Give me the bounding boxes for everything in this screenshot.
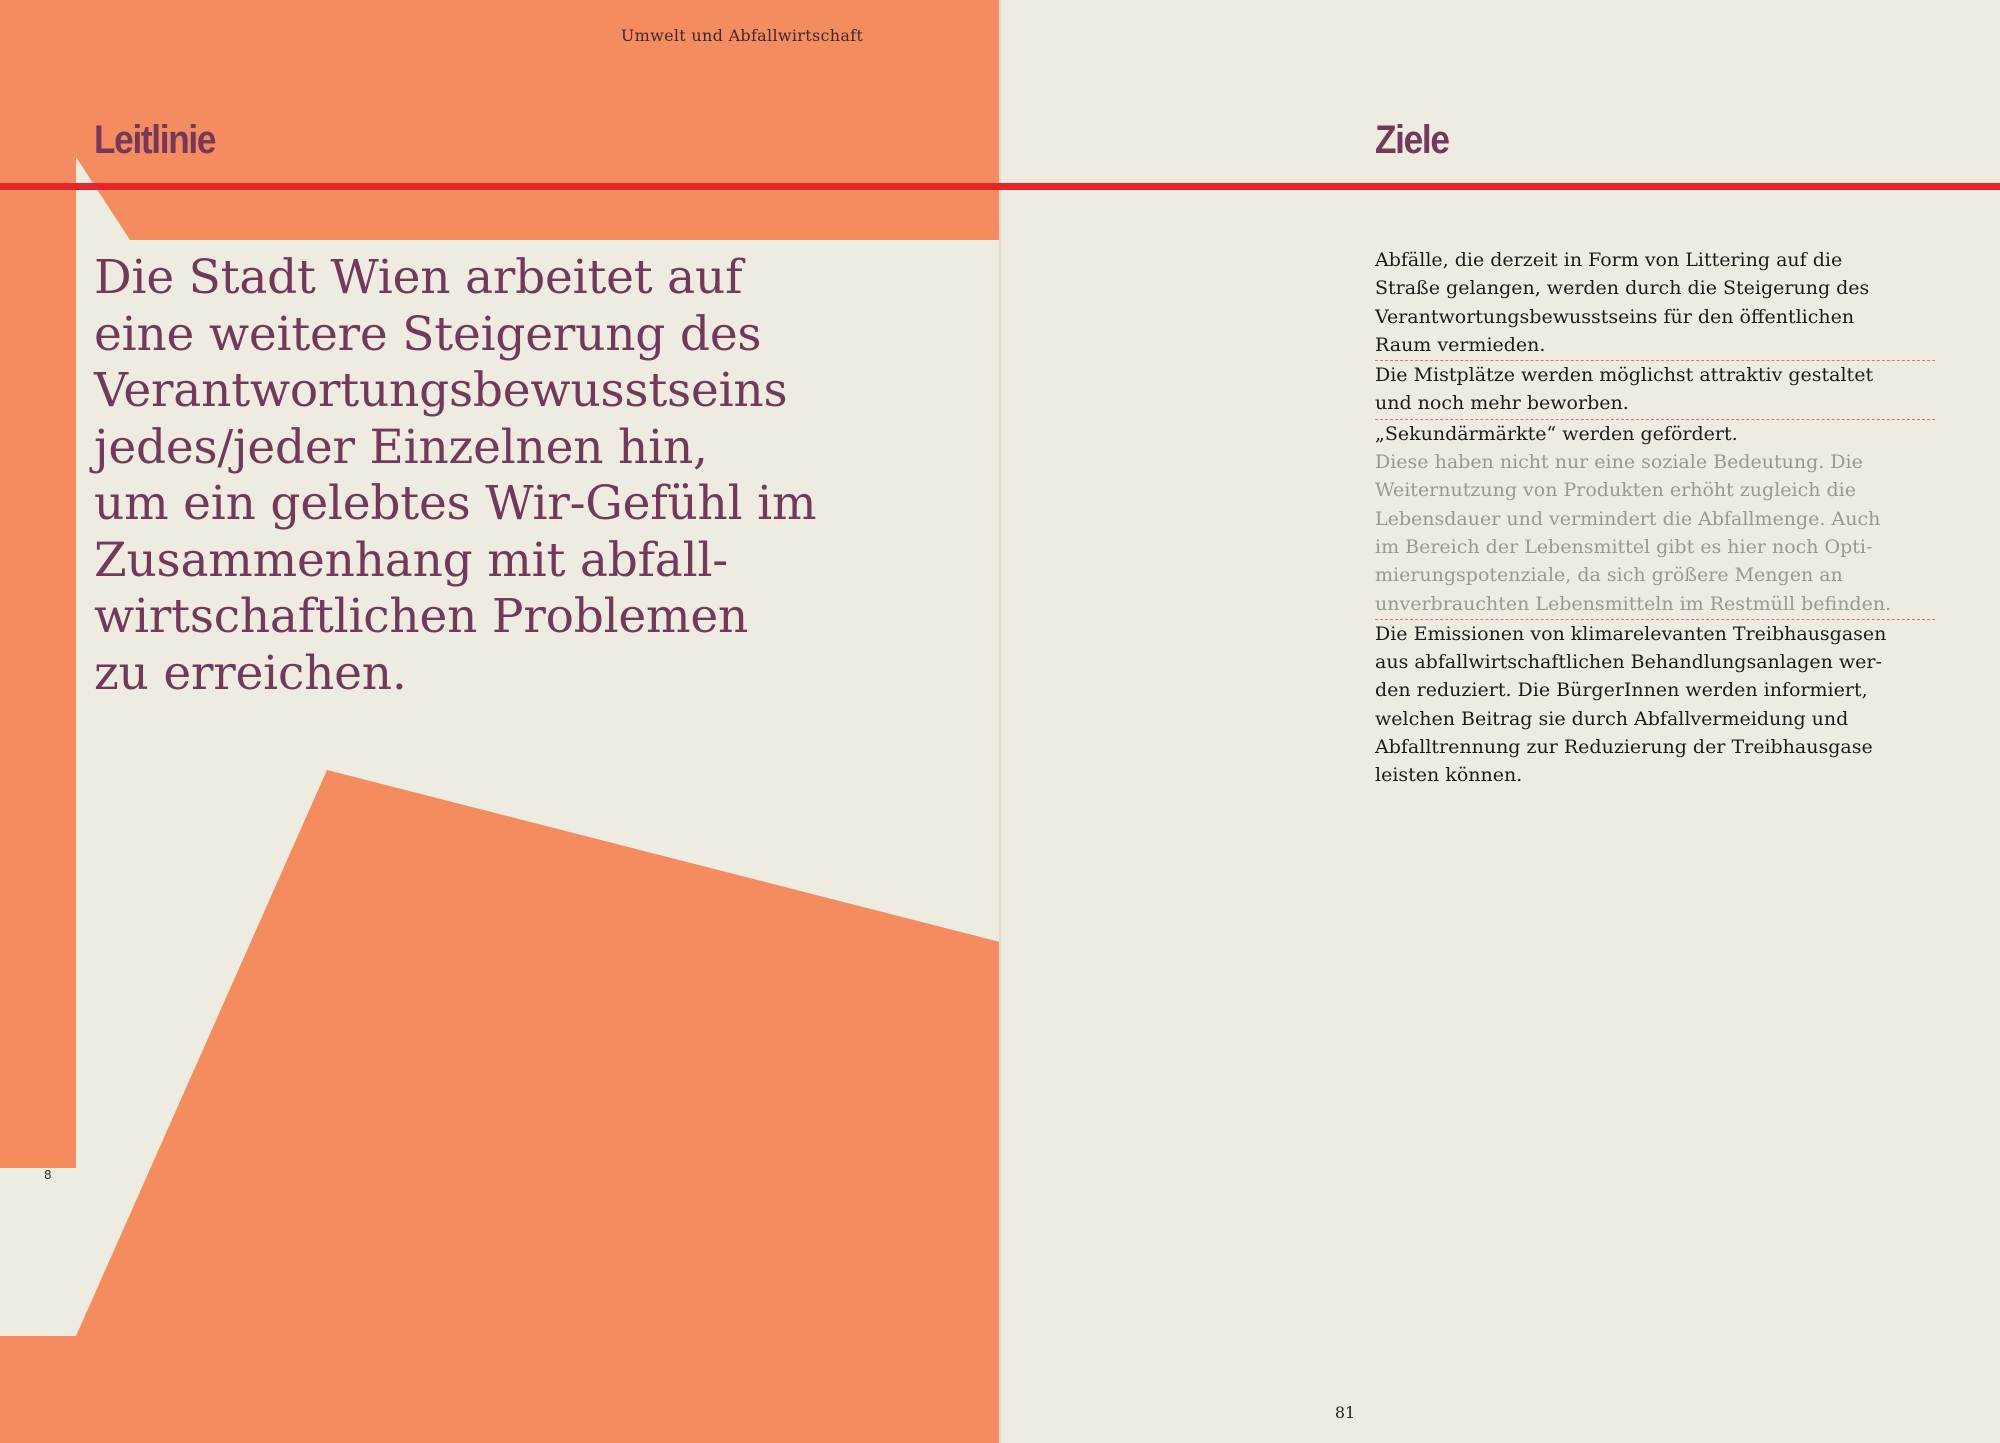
lead-line: Verantwortungsbewusstseins [94, 363, 788, 418]
goal-note-line: Weiternutzung von Produkten erhöht zugleich die [1375, 479, 1857, 502]
goal-line: Die Emissionen von klimarelevanten Treibhausgasen [1375, 622, 1887, 645]
page-number-right: 81 [1334, 1403, 1356, 1422]
red-rule [0, 183, 2000, 190]
leitlinie-lead-text [94, 250, 994, 702]
leitlinie-heading: Leitlinie [94, 118, 216, 162]
goal-note-line: im Bereich der Lebensmittel gibt es hier noch Opti- [1375, 535, 1873, 558]
goal-line: „Sekundärmärkte“ werden gefördert. [1375, 422, 1738, 445]
goal-line: Abfalltrennung zur Reduzierung der Treibhausgase [1375, 736, 1873, 759]
goal-line: den reduziert. Die BürgerInnen werden informiert, [1375, 679, 1868, 702]
ziele-heading: Ziele [1375, 118, 1449, 162]
goal-item [1375, 620, 1935, 791]
goal-line: Abfälle, die derzeit in Form von Littering auf die [1375, 249, 1843, 271]
goal-note-line: Lebensdauer und vermindert die Abfallmenge. Auch [1375, 507, 1881, 530]
goal-note-line: Diese haben nicht nur eine soziale Bedeutung. Die [1375, 451, 1863, 474]
goal-line: leisten können. [1375, 764, 1523, 787]
lead-line: Die Stadt Wien arbeitet auf [94, 250, 743, 305]
goal-line: Raum vermieden. [1375, 333, 1546, 356]
lead-line: um ein gelebtes Wir-Gefühl im [94, 476, 817, 531]
lead-line: eine weitere Steigerung des [94, 306, 762, 362]
lead-line: wirtschaftlichen Problemen [94, 589, 749, 644]
lead-line: zu erreichen. [94, 645, 407, 701]
lead-line: Zusammenhang mit abfall- [94, 532, 728, 588]
goal-note-line: unverbrauchten Lebensmitteln im Restmüll befinden. [1375, 592, 1892, 615]
goal-line: und noch mehr beworben. [1375, 392, 1629, 415]
ziele-list [1375, 246, 1935, 791]
goal-item [1375, 246, 1935, 361]
running-head: Umwelt und Abfallwirtschaft [620, 26, 864, 45]
goal-line: aus abfallwirtschaftlichen Behandlungsanlagen wer- [1375, 651, 1882, 674]
goal-line: Verantwortungsbewusstseins für den öffentlichen [1375, 305, 1855, 328]
goal-item [1375, 361, 1935, 420]
goal-line: Die Mistplätze werden möglichst attraktiv gestaltet [1375, 364, 1874, 387]
goal-item [1375, 420, 1935, 620]
goal-note-line: mierungspotenziale, da sich größere Mengen an [1375, 564, 1843, 587]
goal-line: Straße gelangen, werden durch die Steigerung des [1375, 277, 1870, 300]
page-number-left: 8 [44, 1168, 52, 1182]
goal-line: welchen Beitrag sie durch Abfallvermeidung und [1375, 707, 1849, 730]
lead-line: jedes/jeder Einzelnen hin, [94, 419, 708, 475]
